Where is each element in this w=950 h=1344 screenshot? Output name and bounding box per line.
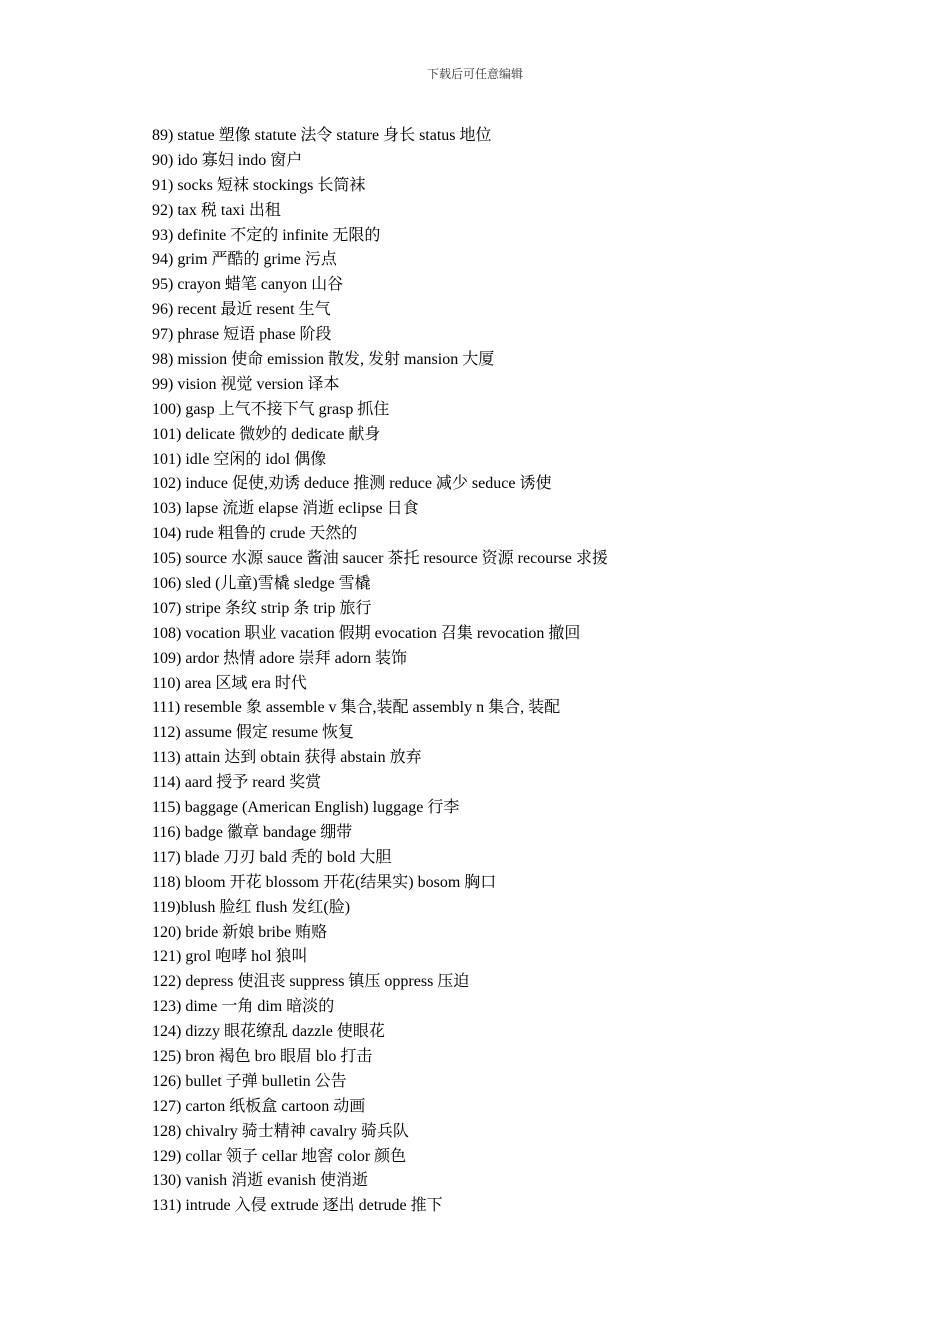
word-entry: 129) collar 领子 cellar 地窖 color 颜色 — [152, 1147, 407, 1165]
word-entry: 123) dime 一角 dim 暗淡的 — [152, 998, 335, 1016]
word-entry: 131) intrude 入侵 extrude 逐出 detrude 推下 — [152, 1197, 443, 1215]
word-entry: 130) vanish 消逝 evanish 使消逝 — [152, 1172, 368, 1190]
word-entry: 113) attain 达到 obtain 获得 abstain 放弃 — [152, 749, 422, 767]
word-entry: 121) grol 咆哮 hol 狼叫 — [152, 948, 308, 966]
word-entry: 89) statue 塑像 statute 法令 stature 身长 status 地位 — [152, 127, 492, 144]
word-entry: 97) phrase 短语 phase 阶段 — [152, 326, 332, 344]
word-entry: 92) tax 税 taxi 出租 — [152, 201, 281, 219]
word-entry: 109) ardor 热情 adore 崇拜 adorn 装饰 — [152, 649, 408, 667]
word-entry: 118) bloom 开花 blossom 开花(结果实) bosom 胸口 — [152, 873, 497, 891]
header-note: 下载后可任意编辑 — [426, 67, 523, 81]
word-entry: 127) carton 纸板盒 cartoon 动画 — [152, 1097, 366, 1115]
word-entry: 104) rude 粗鲁的 crude 天然的 — [152, 525, 358, 543]
word-entry: 114) aard 授予 reard 奖赏 — [152, 774, 322, 792]
word-entry: 106) sled (儿童)雪橇 sledge 雪橇 — [152, 575, 371, 593]
word-entry: 98) mission 使命 emission 散发, 发射 mansion 大厦 — [152, 351, 495, 369]
word-entry: 99) vision 视觉 version 译本 — [152, 375, 340, 393]
word-entry: 111) resemble 象 assemble v 集合,装配 assembly n 集合, 装配 — [152, 699, 561, 717]
word-entry: 90) ido 寡妇 indo 窗户 — [152, 151, 303, 169]
word-entry: 125) bron 褐色 bro 眼眉 blo 打击 — [152, 1047, 373, 1065]
word-entry: 96) recent 最近 resent 生气 — [152, 301, 331, 319]
page-header — [0, 66, 950, 82]
word-entry: 120) bride 新娘 bribe 贿赂 — [152, 923, 328, 941]
word-entry: 117) blade 刀刃 bald 秃的 bold 大胆 — [152, 848, 392, 866]
word-entry: 102) induce 促使,劝诱 deduce 推测 reduce 减少 seduce 诱使 — [152, 475, 552, 493]
word-entry: 101) delicate 微妙的 dedicate 献身 — [152, 425, 381, 443]
word-entry: 105) source 水源 sauce 酱油 saucer 茶托 resource 资源 recourse 求援 — [152, 550, 608, 568]
word-entry: 107) stripe 条纹 strip 条 trip 旅行 — [152, 599, 372, 617]
word-entry: 116) badge 徽章 bandage 绷带 — [152, 823, 353, 841]
word-list — [152, 124, 912, 1219]
word-entry: 110) area 区域 era 时代 — [152, 674, 307, 692]
word-entry: 94) grim 严酷的 grime 污点 — [152, 251, 337, 269]
word-entry: 112) assume 假定 resume 恢复 — [152, 724, 355, 742]
word-entry: 124) dizzy 眼花缭乱 dazzle 使眼花 — [152, 1023, 385, 1041]
word-entry: 95) crayon 蜡笔 canyon 山谷 — [152, 276, 344, 294]
word-entry: 91) socks 短袜 stockings 长筒袜 — [152, 176, 366, 194]
word-entry: 126) bullet 子弹 bulletin 公告 — [152, 1072, 347, 1090]
word-entry: 100) gasp 上气不接下气 grasp 抓住 — [152, 400, 390, 418]
word-entry: 108) vocation 职业 vacation 假期 evocation 召集 revocation 撤回 — [152, 624, 581, 642]
word-entry: 122) depress 使沮丧 suppress 镇压 oppress 压迫 — [152, 973, 470, 991]
word-entry: 128) chivalry 骑士精神 cavalry 骑兵队 — [152, 1122, 409, 1140]
word-entry: 101) idle 空闲的 idol 偶像 — [152, 450, 327, 468]
word-entry: 119)blush 脸红 flush 发红(脸) — [152, 898, 351, 916]
word-entry: 115) baggage (American English) luggage 行李 — [152, 799, 460, 817]
word-entry: 93) definite 不定的 infinite 无限的 — [152, 226, 381, 244]
word-entry: 103) lapse 流逝 elapse 消逝 eclipse 日食 — [152, 500, 419, 518]
